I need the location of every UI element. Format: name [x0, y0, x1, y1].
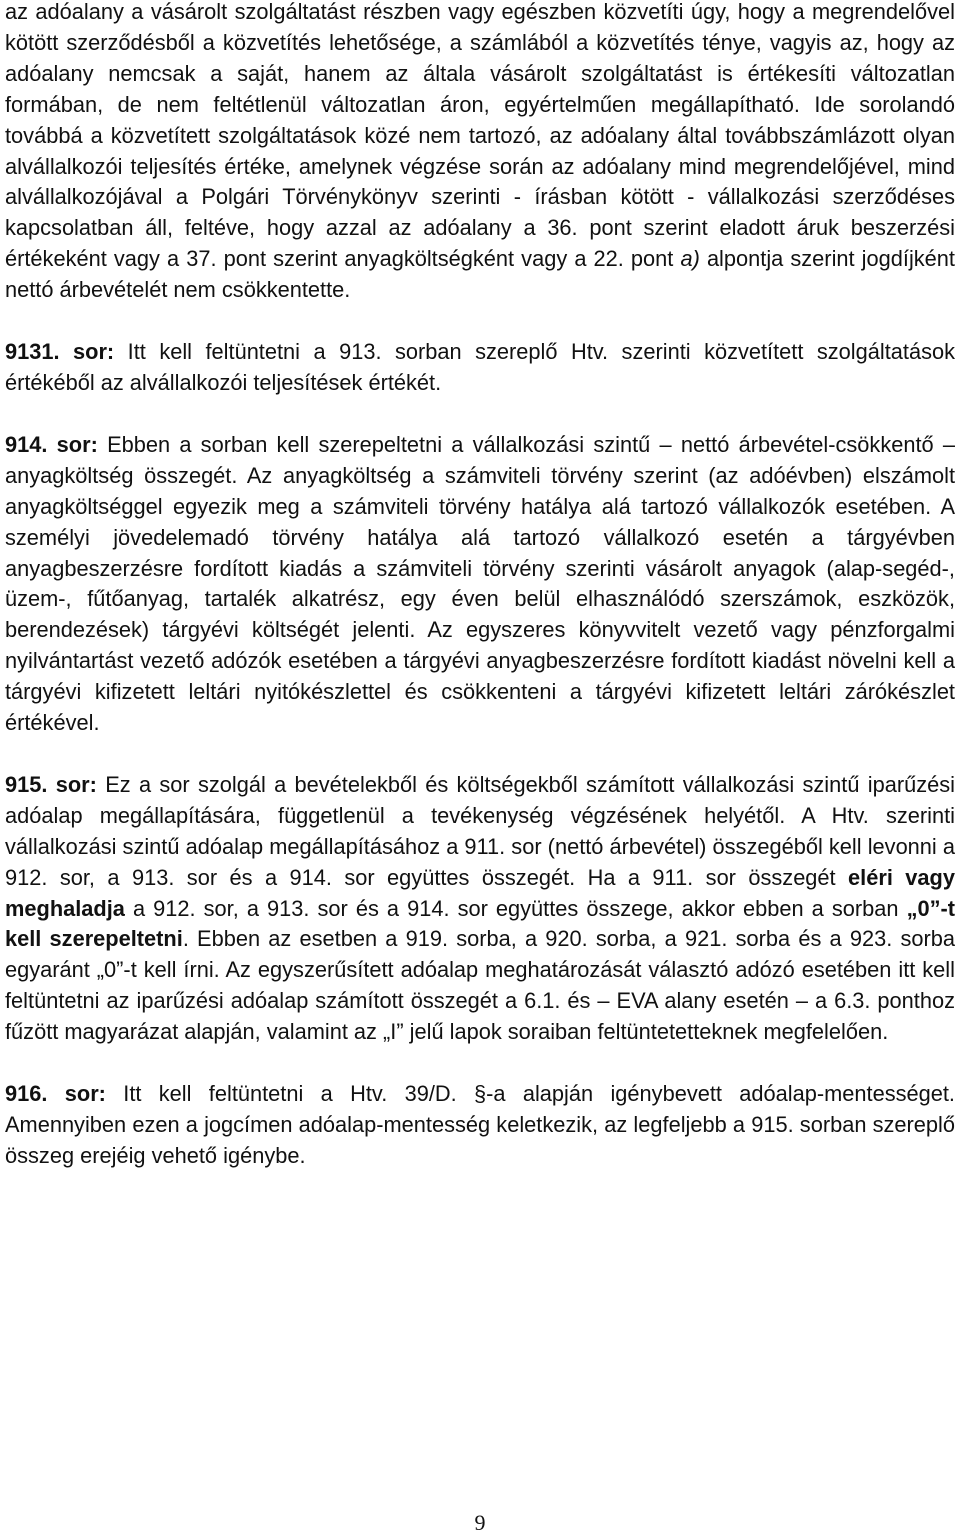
text-segment: Itt kell feltüntetni a 913. sorban szereplő Htv. szerinti közvetített szolgáltatások értékéből az alvállalkozói teljesítések értékét.	[5, 339, 956, 395]
text-segment: Itt kell feltüntetni a Htv. 39/D. §-a alapján igénybevett adóalap-mentességet. Amennyiben ezen a jogcímen adóalap-mentesség keletkezik, az legfeljebb a 915. sorban szereplő összeg erejéig vehető igénybe.	[5, 1081, 955, 1168]
document-page	[5, 0, 955, 1172]
text-segment-bold: „0”-t kell szerepeltetni	[5, 895, 955, 952]
text-segment-italic: a)	[680, 246, 700, 272]
text-segment: a 912. sor, a 913. sor és a 914. sor együttes összege, akkor ebben a sorban	[124, 895, 907, 921]
paragraph-intermediated-services	[5, 0, 955, 306]
row-heading: 9131. sor:	[5, 339, 115, 365]
paragraph-row-9131	[5, 337, 955, 399]
row-heading: 916. sor:	[5, 1081, 106, 1107]
text-segment: Ez a sor szolgál a bevételekből és költségekből számított vállalkozási szintű iparűzési adóalap megállapítására, függetlenül a tevékenység végzésének helyétől. A Htv. szerinti vállalkozási szintű adóalap megállapításához a 911. sor (nettó árbevétel) összegéből kell levonni a 912. sor, a 913. sor és a 914. sor együttes összegét. Ha a 911. sor összegét	[5, 771, 955, 890]
page-number: 9	[474, 1510, 486, 1535]
row-heading: 915. sor:	[5, 771, 97, 797]
text-segment-bold: eléri vagy meghaladja	[5, 864, 955, 921]
text-segment: Ebben a sorban kell szerepeltetni a vállalkozási szintű – nettó árbevétel-csökkentő – anyagköltség összegét. Az anyagköltség a számviteli törvény szerint (az adóévben) elszámolt anyagköltséggel egyezik meg a számviteli törvény hatálya alá tartozó vállalkozók esetében. A személyi jövedelemadó törvény hatálya alá tartozó vállalkozó esetén a tárgyévben anyagbeszerzésre fordított kiadás a számviteli törvény szerinti vásárolt anyagok (alap-segéd-, üzem-, fűtőanyag, tartalék alkatrész, egy éven belül elhasználódó szerszámok, eszközök, berendezések) tárgyévi költségét jelenti. Az egyszeres könyvvitelt vezető vagy pénzforgalmi nyilvántartást vezető adózók esetében a tárgyévi anyagbeszerzésre fordított kiadást növelni kell a tárgyévi kifizetett leltári nyitókészlettel és csökkenteni a tárgyévi kifizetett leltári zárókészlet értékével.	[5, 431, 955, 736]
row-heading: 914. sor:	[5, 431, 98, 457]
paragraph-row-916	[5, 1079, 955, 1172]
text-segment: alpontja szerint jogdíjként nettó árbevételét nem csökkentette.	[5, 246, 955, 303]
paragraph-row-915	[5, 770, 955, 1048]
text-segment: . Ebben az esetben a 919. sorba, a 920. sorba, a 921. sorba és a 923. sorba egyaránt „0”-t kell írni. Az egyszerűsített adóalap meghatározását választó adózó esetében itt kell feltüntetni az iparűzési adóalap számított összegét a 6.1. és – EVA alany esetén – a 6.3. ponthoz fűzött magyarázat alapján, valamint az „I” jelű lapok soraiban feltüntetetteknek megfelelően.	[5, 926, 955, 1045]
text-segment: az adóalany a vásárolt szolgáltatást részben vagy egészben közvetíti úgy, hogy a megrendelővel kötött szerződésből a közvetítés lehetősége, a számlából a közvetítés ténye, vagyis az, hogy az adóalany nemcsak a saját, hanem az általa vásárolt szolgáltatást is értékesíti változatlan formában, de nem feltétlenül változatlan áron, egyértelműen megállapítható. Ide sorolandó továbbá a közvetített szolgáltatások közé nem tartozó, az adóalany által továbbszámlázott olyan alvállalkozói teljesítés értéke, amelynek végzése során az adóalany mind megrendelőjével, mind alvállalkozójával a Polgári Törvénykönyv szerinti - írásban kötött - vállalkozási szerződéses kapcsolatban áll, feltéve, hogy azzal az adóalany a 36. pont szerint eladott áruk beszerzési értékeként vagy a 37. pont szerint anyagköltségként vagy a 22. pont	[5, 0, 955, 272]
paragraph-row-914	[5, 430, 955, 739]
